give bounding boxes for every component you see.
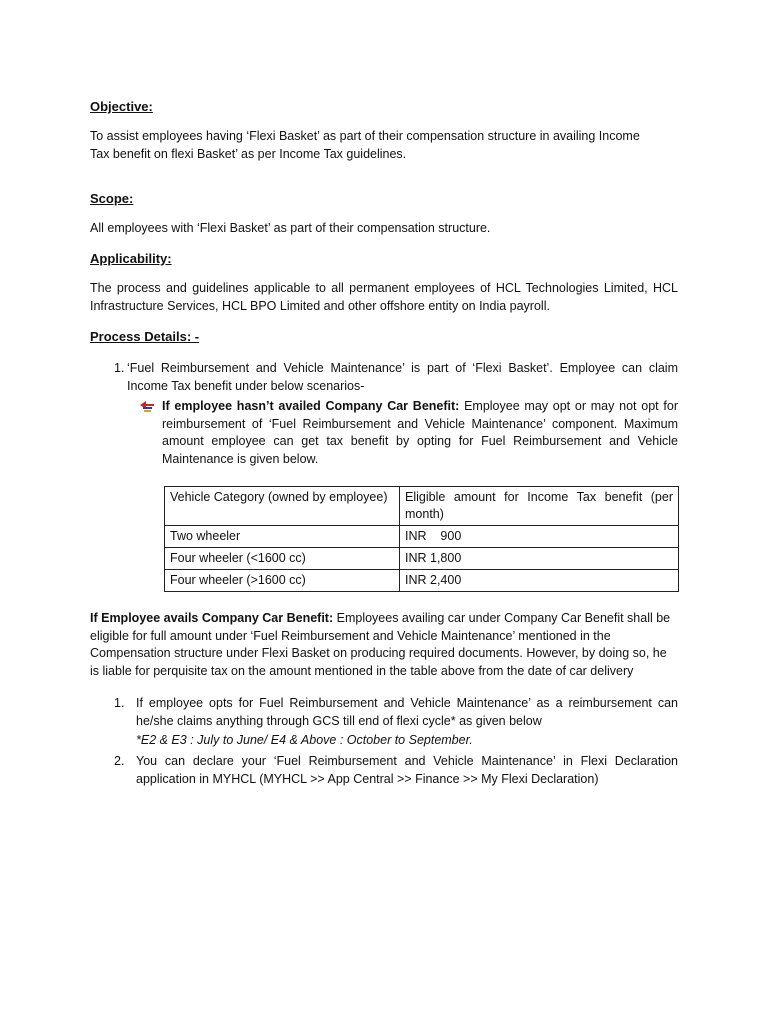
objective-line-2: Tax benefit on flexi Basket’ as per Income Tax guidelines. [90, 147, 407, 161]
process-item-text: ‘Fuel Reimbursement and Vehicle Maintenance’ is part of ‘Flexi Basket’. Employee can claim Income Tax benefit under below scenarios- [127, 361, 678, 393]
table-row [165, 526, 679, 548]
company-car-label: If Employee avails Company Car Benefit: [90, 611, 334, 625]
table-cell: Two wheeler [165, 526, 400, 548]
applicability-text: The process and guidelines applicable to all permanent employees of HCL Technologies Limited, HCL Infrastructure Services, HCL BPO Limited and other offshore entity on India payroll. [90, 281, 678, 313]
table-cell: INR 900 [400, 526, 679, 548]
table-row [165, 570, 679, 592]
scope-heading: Scope: [90, 191, 134, 206]
no-company-car-label: If employee hasn’t availed Company Car Benefit: [162, 399, 460, 413]
vehicle-tax-table [164, 486, 679, 592]
table-cell: Four wheeler (<1600 cc) [165, 548, 400, 570]
process-item-number: 1. [114, 361, 125, 375]
table-cell: Four wheeler (>1600 cc) [165, 570, 400, 592]
objective-line-1: To assist employees having ‘Flexi Basket’ as part of their compensation structure in availing Income [90, 129, 640, 143]
flexi-cycle-note: *E2 & E3 : July to June/ E4 & Above : October to September. [136, 733, 473, 747]
declaration-item-text: You can declare your ‘Fuel Reimbursement and Vehicle Maintenance’ in Flexi Declaration application in MYHCL (MYHCL >> App Central >> Finance >> My Flexi Declaration) [136, 754, 678, 786]
table-cell: INR 1,800 [400, 548, 679, 570]
reimbursement-item-text: If employee opts for Fuel Reimbursement and Vehicle Maintenance’ as a reimbursement can he/she claims anything through GCS till end of flexi cycle* as given below [136, 696, 678, 728]
table-row [165, 548, 679, 570]
process-heading: Process Details: - [90, 329, 200, 344]
declaration-item-number: 2. [114, 754, 125, 768]
table-header-cell: Eligible amount for Income Tax benefit (per month) [400, 487, 679, 526]
table-header-cell: Vehicle Category (owned by employee) [165, 487, 400, 526]
no-company-car-text: Employee may opt or may not opt for reimbursement of ‘Fuel Reimbursement and Vehicle Maintenance’ component. Maximum amount employee can get tax benefit by opting for Fuel Reimbursement and Vehicle Maintenance is given below. [162, 399, 678, 466]
table-cell: INR 2,400 [400, 570, 679, 592]
reimbursement-item-number: 1. [114, 696, 125, 710]
no-company-car-bullet [162, 398, 678, 468]
company-car-text: Employees availing car under Company Car Benefit shall be eligible for full amount under ‘Fuel Reimbursement and Vehicle Maintenance’ mentioned in the Compensation structure under Flexi Basket on producing required documents. However, by doing so, he is liable for perquisite tax on the amount mentioned in the table above from the date of car delivery [90, 611, 671, 678]
company-car-paragraph [90, 610, 678, 680]
objective-heading: Objective: [90, 99, 153, 114]
bullet-arrow-icon [140, 400, 154, 412]
applicability-heading: Applicability: [90, 251, 172, 266]
scope-text: All employees with ‘Flexi Basket’ as part of their compensation structure. [90, 221, 491, 235]
table-header-row [165, 487, 679, 526]
